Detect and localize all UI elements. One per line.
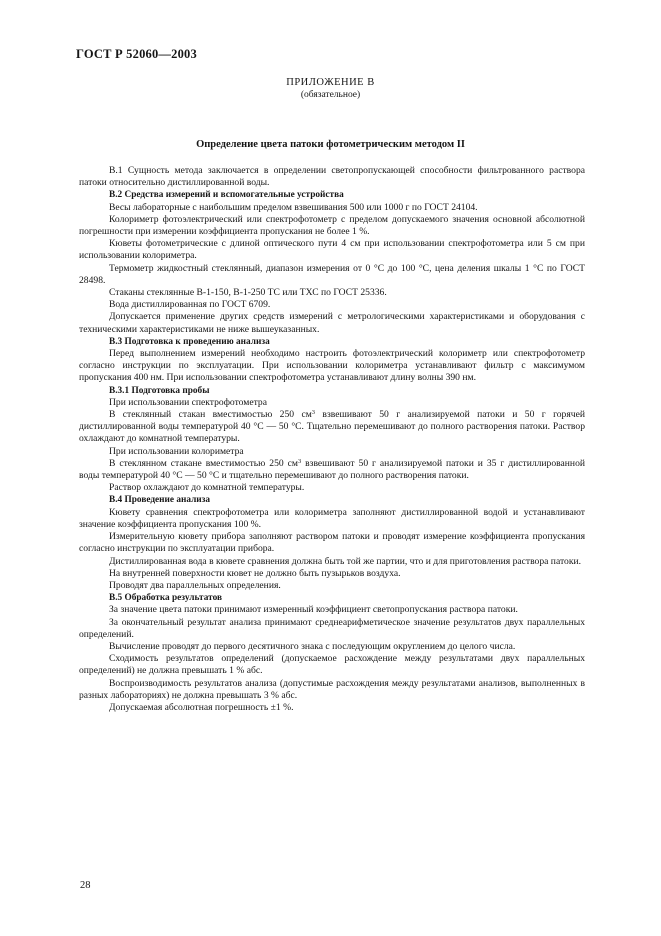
appendix-heading: Определение цвета патоки фотометрическим методом II — [196, 139, 465, 150]
paragraph: Термометр жидкостный стеклянный, диапазон измерения от 0 °С до 100 °С, цена деления шкалы 1 °С по ГОСТ 28498. — [79, 262, 585, 286]
paragraph — [79, 409, 585, 446]
paragraph: Стаканы стеклянные В-1-150, В-1-250 ТС или ТХС по ГОСТ 25336. — [109, 287, 387, 299]
appendix-title: ПРИЛОЖЕНИЕ В — [286, 77, 375, 88]
paragraph: Допускается применение других средств измерений с метрологическими характеристиками и оборудования с техническими характеристиками не ниже вышеуказанных. — [79, 311, 585, 335]
text-run: В стеклянный стакан вместимостью 250 см — [109, 409, 312, 421]
paragraph: Кювету сравнения спектрофотометра или колориметра заполняют дистиллированной водой и устанавливают значение коэффициента пропускания 100 %. — [79, 506, 585, 530]
section-heading-b4: В.4 Проведение анализа — [109, 495, 211, 506]
paragraph: Проводят два параллельных определения. — [109, 579, 281, 591]
section-heading-b3: В.3 Подготовка к проведению анализа — [109, 336, 270, 347]
paragraph: Раствор охлаждают до комнатной температуры. — [109, 482, 305, 494]
paragraph: Измерительную кювету прибора заполняют раствором патоки и проводят измерение коэффициента пропускания согласно инструкции по эксплуатации прибора. — [79, 531, 585, 555]
page-number: 28 — [80, 880, 91, 891]
document-body — [79, 165, 585, 714]
section-heading-b31: В.3.1 Подготовка пробы — [109, 385, 210, 396]
paragraph: Вычисление проводят до первого десятичного знака с последующим округлением до целого числа. — [109, 640, 516, 652]
paragraph: При использовании колориметра — [109, 445, 244, 457]
superscript: 3 — [311, 409, 316, 417]
document-code-header: ГОСТ Р 52060—2003 — [76, 47, 197, 61]
paragraph: Воспроизводимость результатов анализа (допустимые расхождения между результатами анализов, выполненных в разных лабораториях) не должна превышать 3 % абс. — [79, 677, 585, 701]
paragraph: Вода дистиллированная по ГОСТ 6709. — [109, 299, 271, 311]
paragraph: За значение цвета патоки принимают измеренный коэффициент светопропускания раствора патоки. — [109, 604, 518, 616]
paragraph: При использовании спектрофотометра — [109, 396, 267, 408]
paragraph: Перед выполнением измерений необходимо настроить фотоэлектрический колориметр или спектрофотометр согласно инструкции по эксплуатации. При использовании колориметра устанавливают фильтр с максимумом пропускания 400 нм. При использовании спектрофотометра устанавливают длину волны 390 нм. — [79, 348, 585, 384]
paragraph — [79, 458, 585, 482]
paragraph: Колориметр фотоэлектрический или спектрофотометр с пределом допускаемого значения основной абсолютной погрешности при измерении коэффициента пропускания не более 1 %. — [79, 213, 585, 238]
paragraph: Допускаемая абсолютная погрешность ±1 %. — [109, 701, 294, 713]
appendix-status: (обязательное) — [300, 90, 361, 100]
paragraph: Сходимость результатов определений (допускаемое расхождение между результатами двух параллельных определений) не должна превышать 1 % абс. — [79, 653, 585, 677]
paragraph: На внутренней поверхности кювет не должно быть пузырьков воздуха. — [109, 567, 401, 579]
text-run: В стеклянном стакане вместимостью 250 см — [109, 457, 298, 469]
paragraph: Кюветы фотометрические с длиной оптического пути 4 см при использовании спектрофотометра или 5 см при использовании колориметра. — [79, 238, 585, 262]
text-run: взвешивают 50 г анализируемой патоки и 35 г дистиллированной воды температурой 40 °С — 50 °С и тщательно перемешивают до полного растворения патоки. — [79, 457, 586, 482]
paragraph: Дистиллированная вода в кювете сравнения должна быть той же партии, что и для приготовления раствора патоки. — [109, 555, 582, 567]
section-heading-b2: В.2 Средства измерений и вспомогательные устройства — [109, 190, 344, 201]
text-run: взвешивают 50 г анализируемой патоки и 50 г горячей дистиллированной воды температурой 40 °С — 50 °С. Тщательно перемешивают до полного растворения патоки. Раствор охлаждают до комнатной температуры. — [79, 409, 585, 445]
section-heading-b5: В.5 Обработка результатов — [109, 593, 223, 604]
paragraph: Весы лабораторные с наибольшим пределом взвешивания 500 или 1000 г по ГОСТ 24104. — [109, 201, 478, 213]
paragraph: За окончательный результат анализа принимают среднеарифметическое значение результатов двух параллельных определений. — [79, 616, 585, 640]
paragraph-b1: В.1 Сущность метода заключается в определении светопропускающей способности фильтрованного раствора патоки относительно дистиллированной воды. — [79, 165, 585, 189]
superscript: 3 — [297, 457, 302, 465]
